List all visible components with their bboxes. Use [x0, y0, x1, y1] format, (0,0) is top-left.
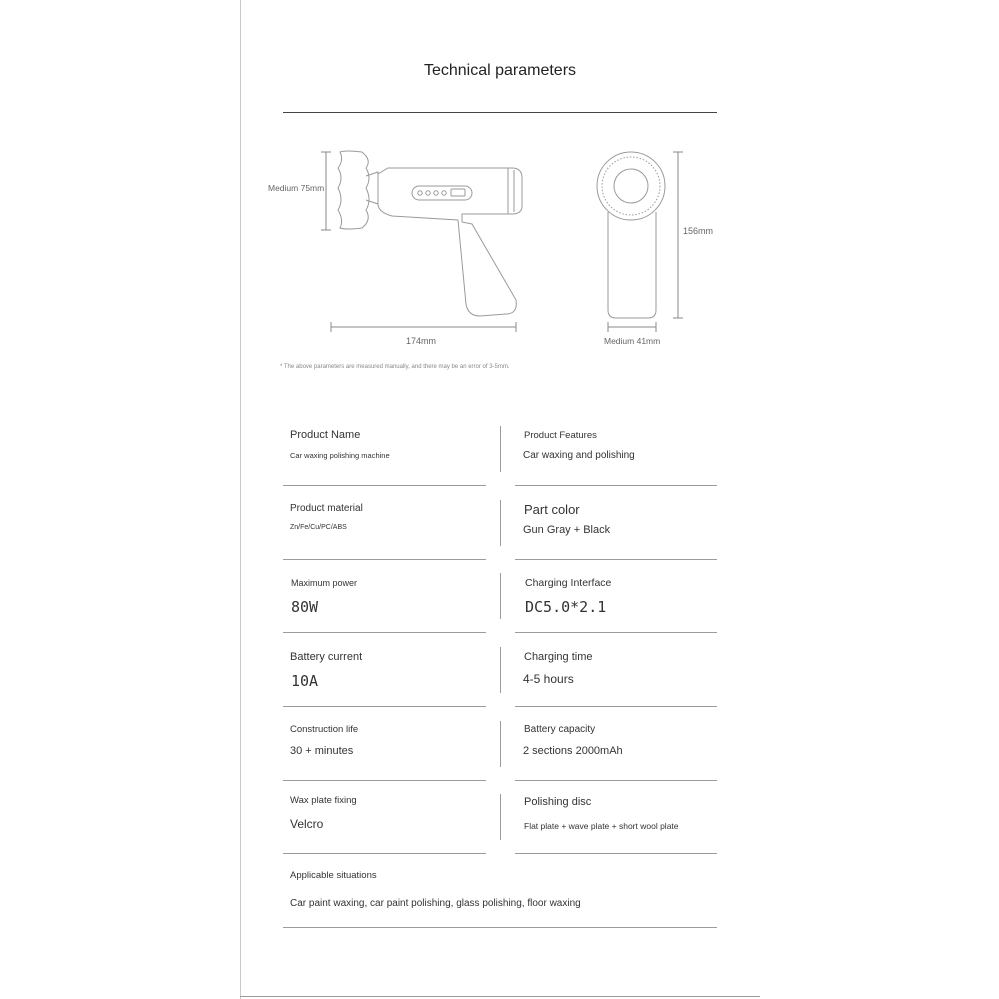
product-dimension-drawing: [0, 0, 999, 400]
column-divider: [500, 573, 501, 619]
side-view-polisher: [338, 151, 522, 316]
column-divider: [500, 721, 501, 767]
product-features-value: Car waxing and polishing: [523, 450, 635, 461]
maximum-power-label: Maximum power: [291, 578, 358, 588]
column-divider: [500, 647, 501, 693]
measurement-note: * The above parameters are measured manually, and there may be an error of 3-5mm.: [280, 364, 510, 370]
column-divider: [500, 794, 501, 840]
length-dimension-line: [331, 322, 516, 332]
charging-interface-label: Charging Interface: [525, 577, 612, 589]
product-name-value: Car waxing polishing machine: [290, 451, 390, 460]
page-bottom-border: [240, 996, 760, 997]
row-divider: [283, 559, 486, 560]
battery-capacity-label: Battery capacity: [524, 724, 596, 735]
product-material-value: Zn/Fe/Cu/PC/ABS: [290, 524, 347, 531]
width-label: Medium 41mm: [604, 336, 661, 346]
row-divider: [283, 853, 486, 854]
row-divider: [515, 780, 717, 781]
length-label: 174mm: [406, 336, 437, 346]
charging-time-label: Charging time: [524, 651, 593, 663]
row-divider: [283, 927, 717, 928]
part-color-label: Part color: [524, 502, 580, 517]
row-divider: [283, 485, 486, 486]
page-title: Technical parameters: [423, 62, 577, 79]
battery-current-label: Battery current: [290, 651, 363, 663]
battery-capacity-value: 2 sections 2000mAh: [523, 745, 623, 757]
wax-plate-fixing-label: Wax plate fixing: [290, 795, 357, 806]
row-divider: [283, 706, 486, 707]
product-material-label: Product material: [290, 503, 363, 514]
height-label: 156mm: [683, 226, 714, 236]
part-color-value: Gun Gray + Black: [523, 524, 611, 536]
product-features-label: Product Features: [524, 430, 597, 441]
column-divider: [500, 426, 501, 472]
width-dimension-line: [608, 322, 656, 332]
row-divider: [515, 632, 717, 633]
charging-time-value: 4-5 hours: [523, 672, 574, 686]
front-view-polisher: [597, 152, 665, 318]
row-divider: [515, 706, 717, 707]
row-divider: [283, 780, 486, 781]
product-name-label: Product Name: [290, 429, 361, 441]
row-divider: [515, 853, 717, 854]
maximum-power-value: 80W: [291, 598, 319, 616]
charging-interface-value: DC5.0*2.1: [525, 598, 607, 616]
row-divider: [515, 559, 717, 560]
polishing-disc-label: Polishing disc: [524, 796, 592, 808]
column-divider: [500, 500, 501, 546]
battery-current-value: 10A: [291, 672, 319, 690]
construction-life-value: 30 + minutes: [290, 745, 354, 757]
row-divider: [515, 485, 717, 486]
applicable-situations-value: Car paint waxing, car paint polishing, glass polishing, floor waxing: [290, 898, 581, 909]
row-divider: [283, 632, 486, 633]
applicable-situations-label: Applicable situations: [290, 870, 377, 881]
wax-plate-fixing-value: Velcro: [290, 817, 324, 831]
polishing-disc-value: Flat plate + wave plate + short wool plate: [524, 821, 679, 831]
head-height-label: Medium 75mm: [268, 183, 325, 193]
construction-life-label: Construction life: [290, 724, 359, 735]
height-dimension-line: [673, 152, 683, 318]
